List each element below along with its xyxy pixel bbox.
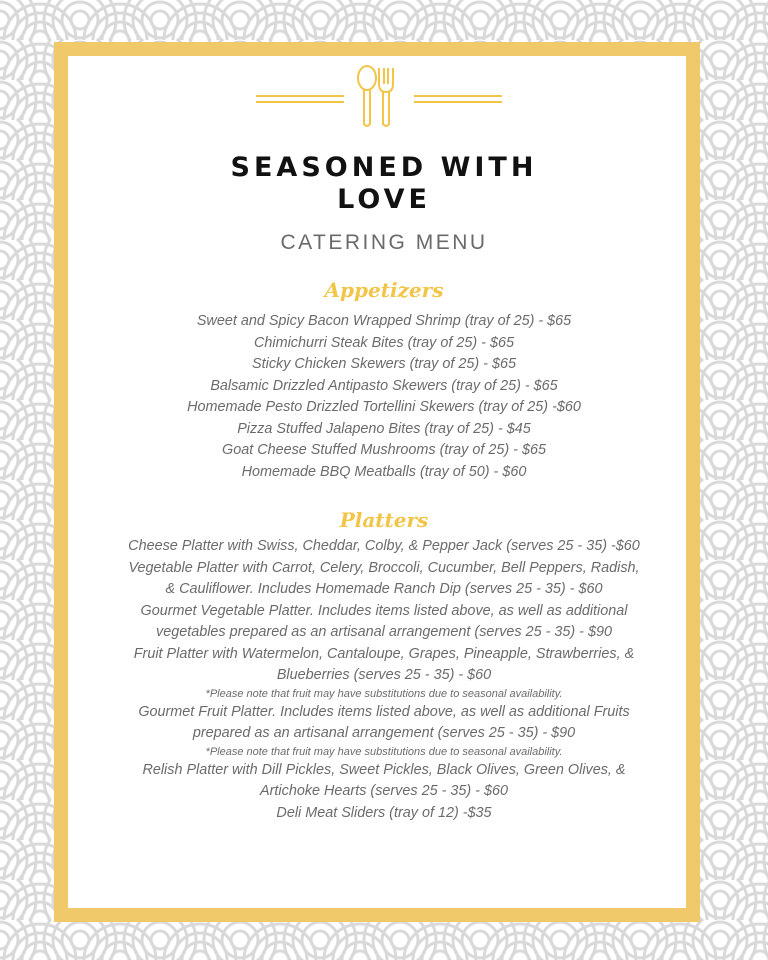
platter-line: Vegetable Platter with Carrot, Celery, Broccoli, Cucumber, Bell Peppers, Radish,: [128, 559, 640, 576]
platter-line: Fruit Platter with Watermelon, Cantaloupe, Grapes, Pineapple, Strawberries, &: [133, 645, 635, 662]
platter-line: Cheese Platter with Swiss, Cheddar, Colby, & Pepper Jack (serves 25 - 35) -$60: [128, 538, 640, 554]
platter-line: prepared as an artisanal arrangement (serves 25 - 35) - $90: [192, 725, 576, 741]
platter-line: Gourmet Vegetable Platter. Includes items listed above, as well as additional: [140, 602, 628, 619]
appetizers-heading: Appetizers: [324, 278, 444, 302]
appetizer-item: Homemade Pesto Drizzled Tortellini Skewers (tray of 25) -$60: [187, 399, 581, 415]
platters-heading: Platters: [339, 508, 429, 532]
appetizer-item: Homemade BBQ Meatballs (tray of 50) - $60: [241, 463, 527, 480]
title-line-2: LOVE: [337, 184, 431, 215]
catering-menu-subtitle: CATERING MENU: [280, 231, 488, 254]
appetizer-item: Sweet and Spicy Bacon Wrapped Shrimp (tray of 25) - $65: [196, 313, 572, 329]
platter-line: Artichoke Hearts (serves 25 - 35) - $60: [260, 783, 508, 799]
platter-line: & Cauliflower. Includes Homemade Ranch Dip (serves 25 - 35) - $60: [165, 581, 603, 597]
platter-line: Deli Meat Sliders (tray of 12) -$35: [276, 804, 492, 821]
appetizer-item: Balsamic Drizzled Antipasto Skewers (tray of 25) - $65: [210, 377, 558, 394]
business-name-title: [0, 152, 768, 216]
appetizer-item: Sticky Chicken Skewers (tray of 25) - $65: [252, 356, 516, 372]
platter-line: Gourmet Fruit Platter. Includes items listed above, as well as additional Fruits: [138, 703, 630, 720]
spoon-fork-icon: [256, 64, 502, 130]
platter-list: [90, 536, 678, 824]
appetizer-list: [90, 311, 678, 483]
appetizer-item: Chimichurri Steak Bites (tray of 25) - $65: [254, 334, 514, 351]
seasonal-note: *Please note that fruit may have substitutions due to seasonal availability.: [205, 687, 563, 700]
appetizer-item: Goat Cheese Stuffed Mushrooms (tray of 25) - $65: [222, 442, 546, 458]
platter-line: vegetables prepared as an artisanal arrangement (serves 25 - 35) - $90: [156, 624, 612, 640]
platter-line: Blueberries (serves 25 - 35) - $60: [276, 667, 492, 683]
title-line-1: SEASONED WITH: [230, 152, 538, 183]
appetizer-item: Pizza Stuffed Jalapeno Bites (tray of 25) - $45: [237, 420, 531, 437]
seasonal-note: *Please note that fruit may have substitutions due to seasonal availability.: [205, 745, 563, 758]
platter-line: Relish Platter with Dill Pickles, Sweet Pickles, Black Olives, Green Olives, &: [142, 761, 626, 778]
